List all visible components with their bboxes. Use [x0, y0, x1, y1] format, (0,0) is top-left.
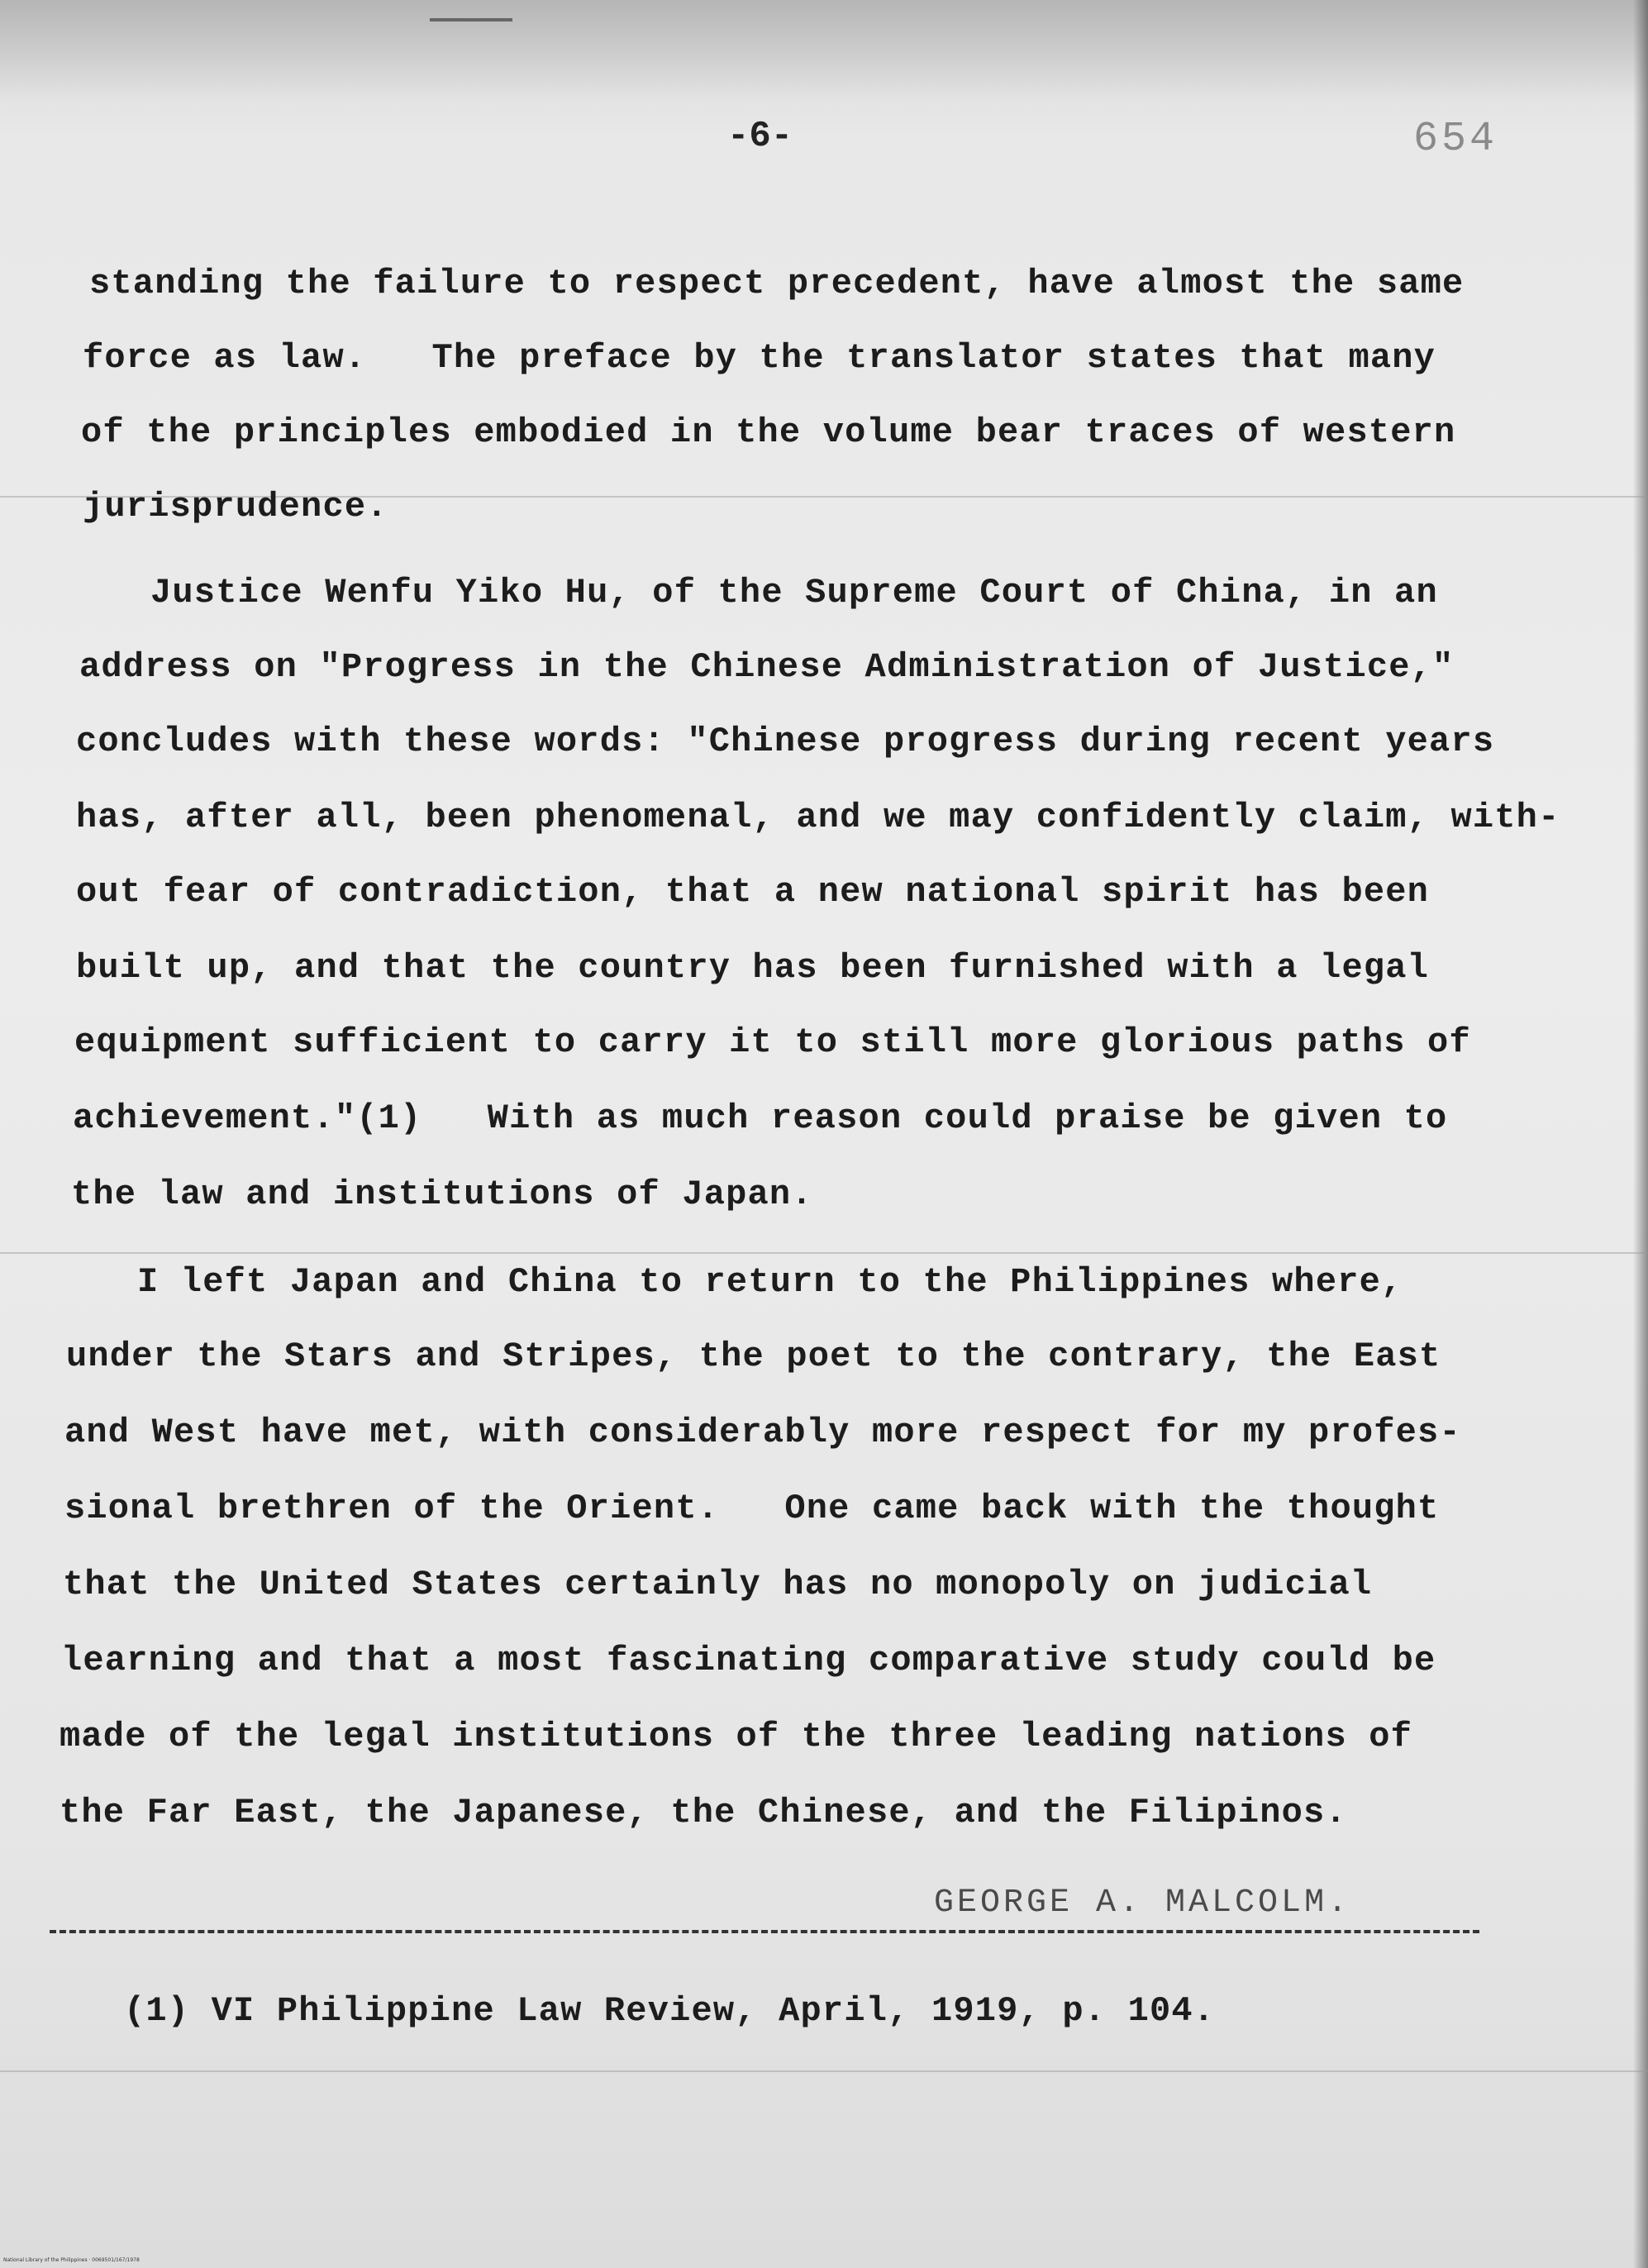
text-line: jurisprudence.	[83, 487, 388, 526]
text-line: learning and that a most fascinating comparative study could be	[61, 1641, 1436, 1680]
page-number: -6-	[727, 116, 793, 157]
text-line: and West have met, with considerably more respect for my profes-	[64, 1413, 1461, 1452]
text-line: concludes with these words: "Chinese progress during recent years	[76, 722, 1495, 761]
text-line: achievement."(1) With as much reason could praise be given to	[73, 1098, 1448, 1138]
footnote-divider	[50, 1930, 1479, 1933]
folio-stamp: 654	[1413, 116, 1498, 163]
text-line: built up, and that the country has been furnished with a legal	[76, 948, 1430, 988]
text-line: standing the failure to respect precedent, have almost the same	[89, 264, 1465, 303]
text-line: address on "Progress in the Chinese Administration of Justice,"	[79, 647, 1455, 687]
text-line: the law and institutions of Japan.	[71, 1174, 813, 1214]
text-line: made of the legal institutions of the three leading nations of	[60, 1717, 1413, 1756]
footnote: (1) VI Philippine Law Review, April, 1919, p. 104.	[124, 1991, 1216, 2031]
text-line: sional brethren of the Orient. One came back with the thought	[64, 1489, 1440, 1528]
text-line: that the United States certainly has no monopoly on judicial	[63, 1565, 1373, 1604]
archive-caption: National Library of the Philippines · 0069501/167/1978	[3, 2257, 140, 2263]
text-line: I left Japan and China to return to the Philippines where,	[137, 1262, 1403, 1302]
text-line: has, after all, been phenomenal, and we may confidently claim, with-	[76, 798, 1560, 837]
text-line: Justice Wenfu Yiko Hu, of the Supreme Court of China, in an	[150, 573, 1438, 612]
text-line: force as law. The preface by the translator states that many	[83, 338, 1436, 378]
signature: GEORGE A. MALCOLM.	[934, 1884, 1351, 1922]
text-line: equipment sufficient to carry it to still more glorious paths of	[74, 1022, 1471, 1062]
text-line: under the Stars and Stripes, the poet to the contrary, the East	[66, 1336, 1441, 1376]
text-line: of the principles embodied in the volume bear traces of western	[81, 412, 1456, 452]
scan-shadow	[0, 0, 1648, 99]
microfilm-mark	[430, 18, 512, 21]
text-line: out fear of contradiction, that a new national spirit has been	[76, 872, 1430, 912]
scan-edge	[1633, 0, 1648, 2268]
fold-line	[0, 1252, 1648, 1254]
text-line: the Far East, the Japanese, the Chinese, and the Filipinos.	[60, 1793, 1347, 1832]
fold-line	[0, 2070, 1648, 2072]
